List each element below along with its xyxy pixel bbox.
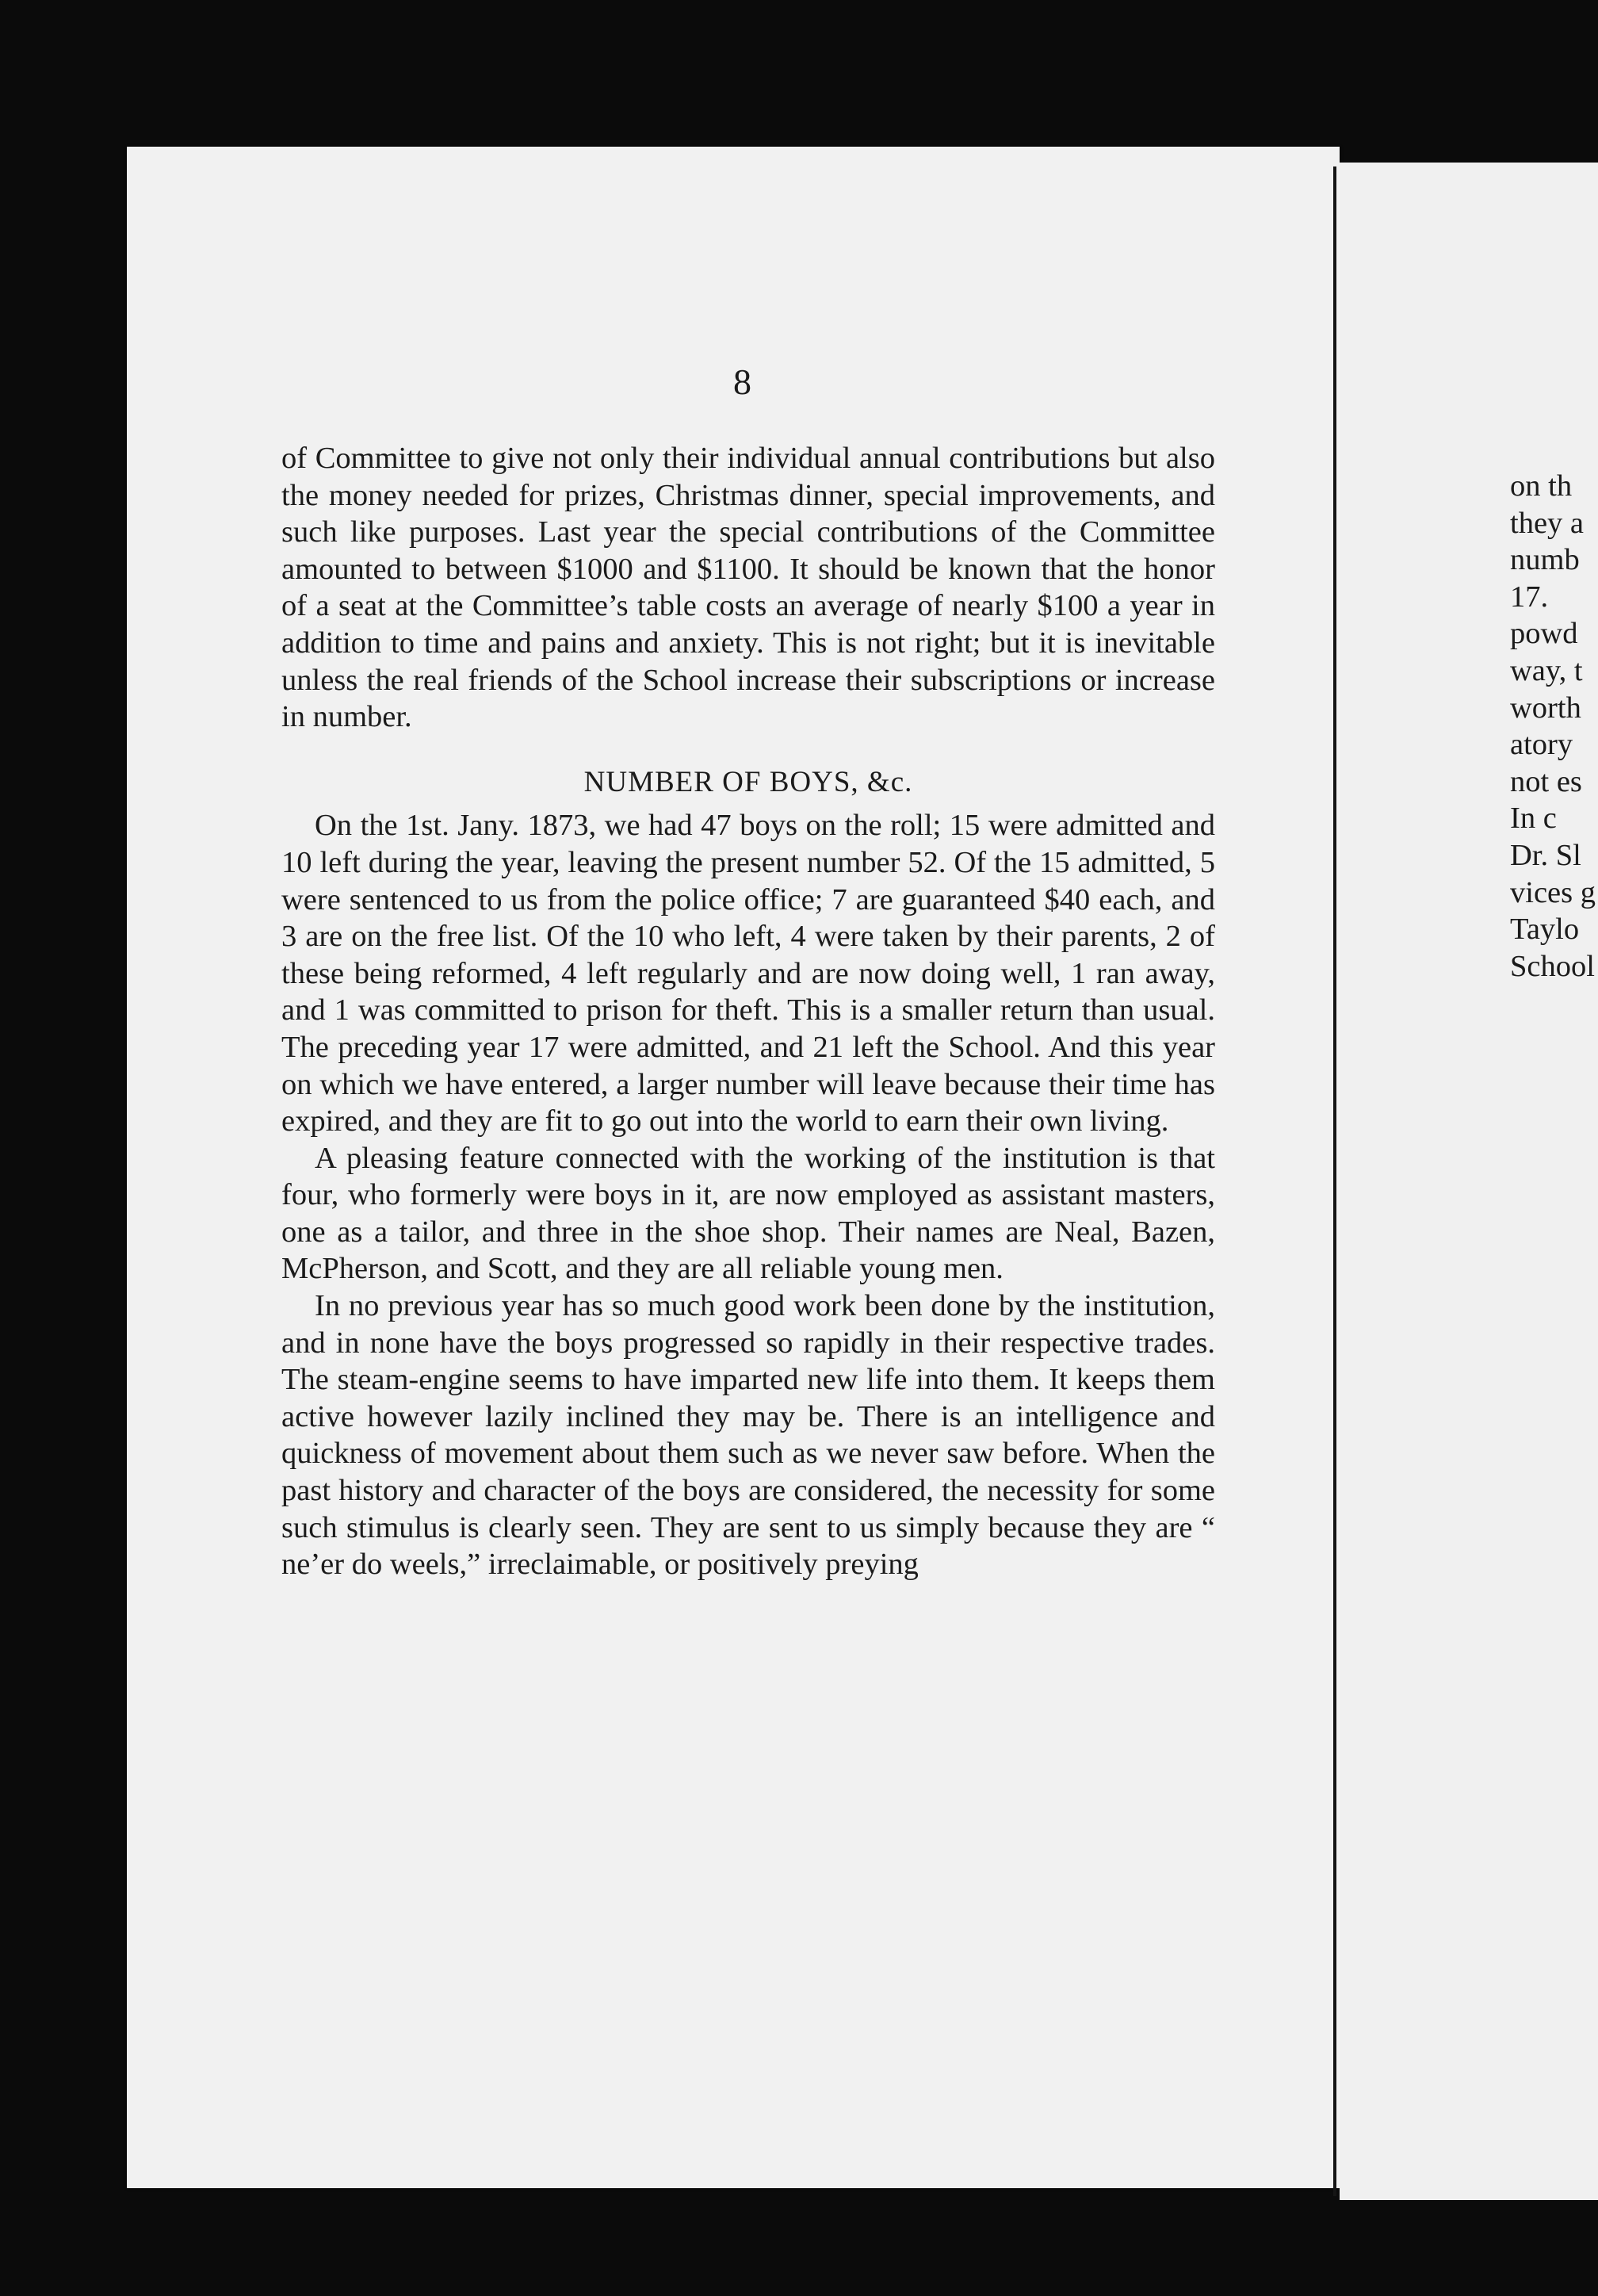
paragraph-committee-contributions: of Committee to give not only their individual annual contributions but also the money needed for prizes, Christmas dinner, special improvements, and such like purposes. Last year the special contributions of the Committee amounted to between $1000 and $1100. It should be known that the honor of a seat at the Committee’s table costs an average of nearly $100 a year in addition to time and pains and anxiety. This is not right; but it is inevitable unless the real friends of the School increase their subscriptions or increase in number. [281,442,1215,734]
right-line: Dr. Sl [1510,838,1581,872]
paragraph-boys-count: On the 1st. Jany. 1873, we had 47 boys on the roll; 15 were admitted and 10 left during the year, leaving the present number 52. Of the 15 admitted, 5 were sentenced to us from the police office; 7 are guaranteed $40 each, and 3 are on the free list. Of the 10 who left, 4 were taken by their parents, 2 of these being reformed, 4 left regularly and are now doing well, 1 ran away, and 1 was committed to prison for theft. This is a smaller return than usual. The preceding year 17 were admitted, and 21 left the School. And this year on which we have entered, a larger number will leave because their time has expired, and they are fit to go out into the world to earn their own living. [281,809,1215,1138]
right-line: on th [1510,469,1573,503]
gutter-line [1333,166,1336,2196]
right-line: atory [1510,728,1573,762]
body-text [281,440,1215,1583]
page-number: 8 [733,362,751,402]
right-line: worth [1510,691,1581,725]
right-line: 17. [1510,580,1549,614]
right-line: In c [1510,802,1557,836]
section-heading: NUMBER OF BOYS, &c. [583,765,913,798]
right-line: they a [1510,506,1584,540]
paragraph-former-boys: A pleasing feature connected with the working of the institution is that four, who formerly were boys in it, are now employed as assistant masters, one as a tailor, and three in the shoe shop. Their names are Neal, Bazen, McPherson, and Scott, and they are all reliable young men. [281,1141,1215,1286]
paragraph-good-work: In no previous year has so much good work been done by the institution, and in none have the boys progressed so rapidly in their respective trades. The steam-engine seems to have imparted new life into them. It keeps them active however lazily inclined they may be. There is an intelligence and quickness of movement about them such as we never saw before. When the past history and character of the boys are considered, the necessity for some such stimulus is clearly seen. They are sent to us simply because they are “ ne’er do weels,” irreclaimable, or positively preying [281,1289,1215,1582]
right-line: powd [1510,617,1578,651]
right-page-text [1510,468,1598,985]
right-line: not es [1510,764,1582,798]
right-line: numb [1510,543,1580,577]
right-line: way, t [1510,653,1583,687]
right-line: Taylo [1510,913,1580,947]
right-line: School [1510,949,1595,983]
right-line: vices g [1510,875,1596,909]
